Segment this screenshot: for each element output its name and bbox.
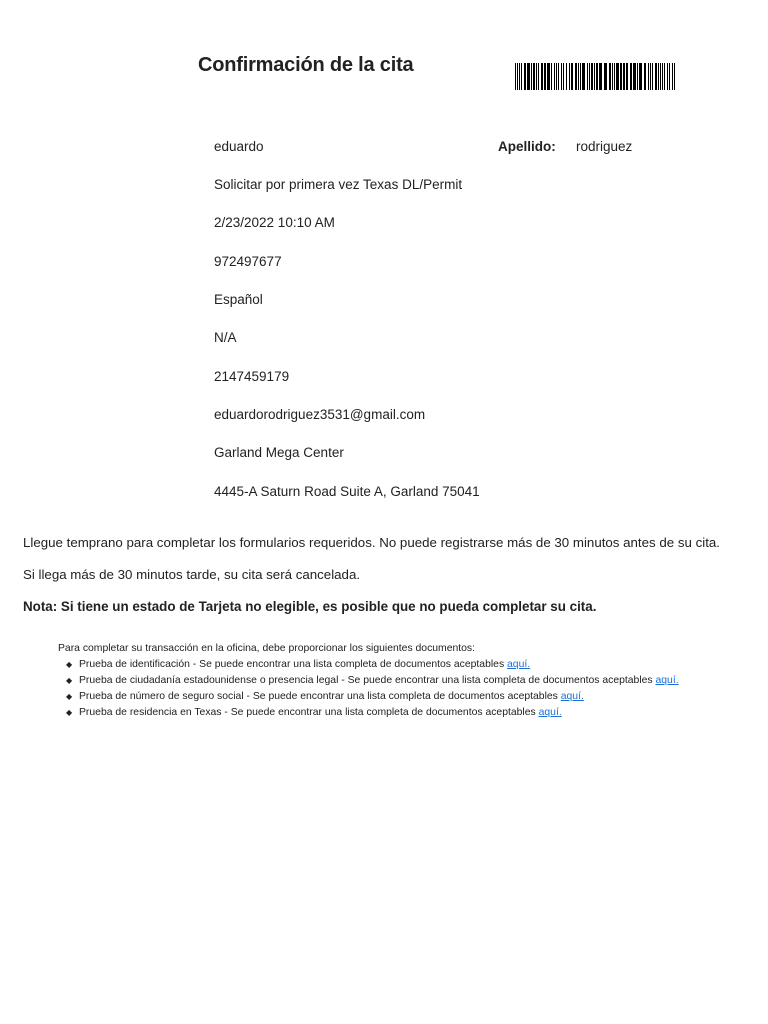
barcode-bar [589,63,590,90]
barcode-bar [637,63,638,90]
field-value: 2/23/2022 10:10 AM [214,215,335,230]
barcode-icon [515,63,676,90]
barcode-bar [664,63,665,90]
barcode-bar [527,63,530,90]
notice-late-arrival: Si llega más de 30 minutos tarde, su cita será cancelada. [23,567,361,582]
barcode-bar [674,63,675,90]
barcode-bar [633,63,636,90]
list-item [66,673,679,689]
barcode-bar [591,63,593,90]
barcode-bar [614,63,615,90]
barcode-bar [521,63,522,90]
barcode-bar [650,63,651,90]
barcode-bar [669,63,670,90]
barcode-bar [623,63,625,90]
barcode-bar [582,63,585,90]
document-link-identificacion[interactable]: aquí. [507,659,531,670]
diamond-bullet-icon: ◆ [66,692,73,701]
document-link-residencia[interactable]: aquí. [538,707,562,718]
surname-label: Apellido: [498,139,556,154]
barcode-bar [648,63,649,90]
page-title: Confirmación de la cita [198,54,414,76]
barcode-bar [531,63,532,90]
barcode-bar [538,63,539,90]
barcode-bar [660,63,661,90]
field-value: 972497677 [214,254,282,269]
barcode-bar [616,63,619,90]
barcode-bar [558,63,559,90]
documents-section [58,641,679,721]
list-item [66,705,679,721]
document-text: Prueba de residencia en Texas - Se puede encontrar una lista completa de documentos aceptables [79,707,539,718]
diamond-bullet-icon: ◆ [66,660,73,669]
documents-intro: Para completar su transacción en la oficina, debe proporcionar los siguientes documentos: [58,643,476,654]
barcode-bar [571,63,573,90]
barcode-bar [604,63,607,90]
barcode-bar [517,63,518,90]
list-item [66,657,679,673]
barcode-bar [544,63,546,90]
barcode-bar [580,63,581,90]
barcode-bar [536,63,537,90]
notice-early-arrival: Llegue temprano para completar los formularios requeridos. No puede registrarse más de 30 minutos antes de su cita. [23,535,720,550]
barcode-bar [644,63,646,90]
barcode-bar [662,63,663,90]
barcode-bar [612,63,613,90]
diamond-bullet-icon: ◆ [66,708,73,717]
barcode-bar [569,63,570,90]
list-item [66,689,679,705]
barcode-bar [639,63,642,90]
barcode-bar [672,63,673,90]
barcode-bar [561,63,562,90]
barcode-bar [655,63,657,90]
field-value: 2147459179 [214,369,290,384]
barcode-bar [541,63,543,90]
barcode-bar [667,63,668,90]
barcode-bar [519,63,520,90]
barcode-bar [547,63,550,90]
documents-list [58,657,679,721]
barcode-bar [533,63,535,90]
document-text: Prueba de ciudadanía estadounidense o presencia legal - Se puede encontrar una lista completa de documentos aceptables [79,675,656,686]
barcode-bar [652,63,653,90]
barcode-bar [587,63,588,90]
barcode-bar [626,63,628,90]
surname-value: rodriguez [576,139,633,154]
barcode-bar [609,63,611,90]
diamond-bullet-icon: ◆ [66,676,73,685]
document-link-seguro-social[interactable]: aquí. [560,691,584,702]
barcode-bar [575,63,577,90]
document-text: Prueba de identificación - Se puede encontrar una lista completa de documentos aceptables [79,659,508,670]
barcode-bar [556,63,557,90]
document-text: Prueba de número de seguro social - Se puede encontrar una lista completa de documentos aceptables [79,691,561,702]
barcode-bar [566,63,567,90]
document-link-ciudadania[interactable]: aquí. [655,675,679,686]
barcode-bar [515,63,516,90]
location-address: 4445-A Saturn Road Suite A, Garland 75041 [214,484,480,499]
barcode-bar [524,63,526,90]
barcode-bar [551,63,552,90]
barcode-bar [599,63,602,90]
barcode-bar [554,63,555,90]
barcode-bar [658,63,659,90]
barcode-bar [594,63,595,90]
barcode-bar [596,63,598,90]
field-value: eduardorodriguez3531@gmail.com [214,407,426,422]
field-value: N/A [214,330,237,345]
field-value: Garland Mega Center [214,445,344,460]
barcode-bar [630,63,632,90]
field-value: Solicitar por primera vez Texas DL/Permit [214,177,463,192]
notice-ineligible-card: Nota: Si tiene un estado de Tarjeta no elegible, es posible que no pueda completar su cita. [23,599,597,614]
field-value: eduardo [214,139,264,154]
barcode-bar [563,63,564,90]
barcode-bar [578,63,579,90]
field-value: Español [214,292,263,307]
barcode-bar [620,63,622,90]
